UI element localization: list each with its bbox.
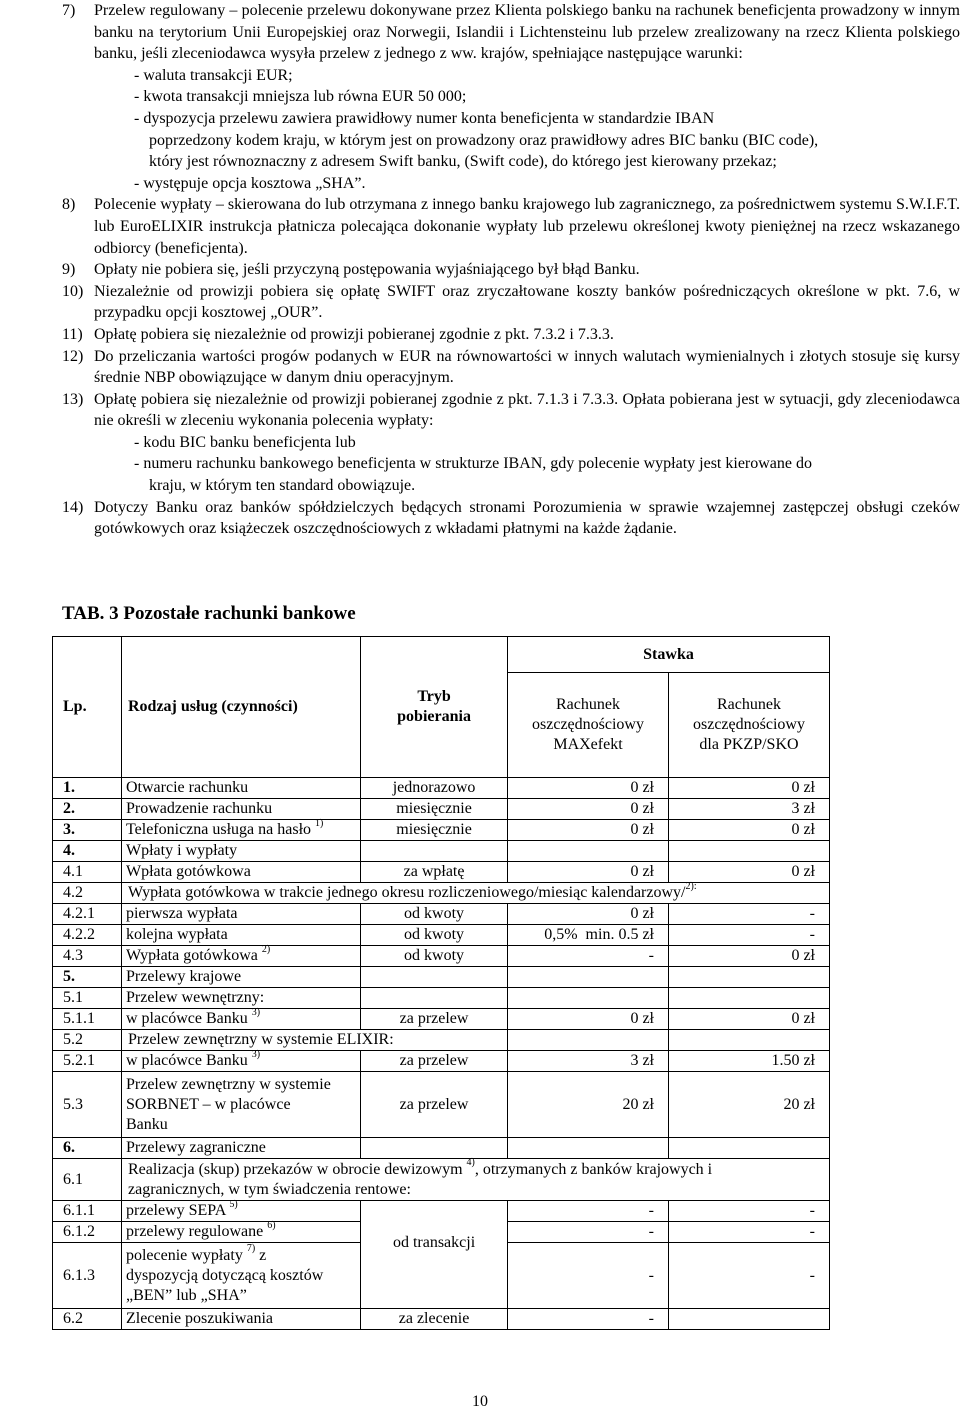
row-name [121, 1219, 360, 1243]
row-name [121, 1198, 360, 1222]
row-rate-b: - [668, 1201, 829, 1222]
table-row [53, 1009, 830, 1030]
row-rate-b: 0 zł [668, 862, 829, 883]
table-row [53, 1138, 830, 1159]
table-row [53, 1201, 830, 1222]
row-tryb: od transakcji [361, 1201, 508, 1309]
note-text: Opłatę pobiera się niezależnie od prowizji pobieranej zgodnie z pkt. 7.3.2 i 7.3.3. [94, 325, 614, 343]
row-rate-a: - [508, 1309, 669, 1330]
row-tryb [361, 967, 508, 988]
note-item: - numeru rachunku bankowego beneficjenta w strukturze IBAN, gdy polecenie wypłaty jest kierowane do [134, 455, 812, 473]
table-row [53, 883, 830, 904]
footnotes [62, 0, 960, 540]
note-item: - kwota transakcji mniejsza lub równa EUR 50 000; [134, 88, 467, 106]
note-text: Niezależnie od prowizji pobiera się opłatę SWIFT oraz zryczałtowane koszty banków pośredniczących określone w pkt. 7.6, w przypadku opcji kosztowej „OUR”. [94, 282, 960, 322]
row-name-line: „BEN” lub „SHA” [125, 1286, 247, 1304]
row-tryb: za zlecenie [361, 1309, 508, 1330]
table-row [53, 841, 830, 862]
row-lp: 5.1 [53, 988, 122, 1009]
table-row [53, 904, 830, 925]
row-tryb: od kwoty [361, 904, 508, 925]
note-text: Do przeliczania wartości progów podanych w EUR na równowartości w innych walutach wymienialnych i złotych stosuje się kursy średnie NBP obowiązujące w danym dniu operacyjnym. [94, 347, 960, 387]
row-rate-a: 0 zł [508, 778, 669, 799]
row-rate-a: 0 zł [508, 862, 669, 883]
row-rate-a: 0 zł [508, 799, 669, 820]
row-rate-a [508, 967, 669, 988]
row-tryb [361, 988, 508, 1009]
note-number: 7) [62, 2, 76, 19]
note-14 [62, 497, 960, 540]
table-row [53, 1072, 830, 1138]
footnote-ref: 6) [267, 1219, 276, 1231]
row-tryb: od kwoty [361, 946, 508, 967]
row-lp: 3. [53, 820, 122, 841]
row-lp: 5. [53, 967, 122, 988]
row-name [121, 1072, 360, 1138]
row-name-text: Wypłata gotówkowa w trakcie jednego okresu rozliczeniowego/miesiąc kalendarzowy/ [127, 884, 686, 901]
row-rate-b [668, 1309, 829, 1330]
footnote-ref: 2) [261, 943, 271, 955]
row-rate-a: 3 zł [508, 1051, 669, 1072]
header-line: Rachunek [556, 696, 620, 713]
note-text: Opłaty nie pobiera się, jeśli przyczyną postępowania wyjaśniającego był błąd Banku. [94, 261, 640, 279]
row-name-text: przelewy SEPA [125, 1202, 226, 1219]
header-line: Rachunek [717, 696, 781, 713]
note-12 [62, 346, 960, 389]
row-lp: 5.2.1 [53, 1051, 122, 1072]
note-item: - występuje opcja kosztowa „SHA”. [134, 174, 366, 192]
fees-table [52, 636, 830, 1330]
row-name-line: zagranicznych, w tym świadczenia rentowe: [127, 1180, 411, 1198]
row-rate-a: 0 zł [508, 820, 669, 841]
row-tryb: od kwoty [361, 925, 508, 946]
note-11 [62, 324, 960, 346]
row-name-text: w placówce Banku [125, 1052, 248, 1069]
row-name-text: w placówce Banku [125, 1010, 248, 1027]
rate-min: min. 0.5 zł [585, 926, 654, 943]
page-number: 10 [472, 1393, 488, 1410]
row-lp: 6.1.3 [53, 1243, 122, 1309]
row-name [121, 1048, 360, 1072]
row-lp: 6.1.2 [53, 1222, 122, 1243]
row-name-line [125, 1243, 356, 1266]
row-lp: 5.2 [53, 1030, 122, 1051]
row-rate-b: - [668, 925, 829, 946]
row-tryb: miesięcznie [361, 799, 508, 820]
table-row [53, 820, 830, 841]
header-stawka: Stawka [508, 637, 830, 673]
note-number: 13) [62, 390, 84, 408]
row-rate-b: - [668, 904, 829, 925]
note-7 [62, 0, 960, 194]
note-text: Przelew regulowany – polecenie przelewu dokonywane przez Klienta polskiego banku na rachunek beneficjenta prowadzony w innym banku na terytorium Unii Europejskiej oraz Norwegii, Islandii i Lichtensteinu lub przelew zrealizowany na rzecz Klienta polskiego banku, jeśli zleceniodawca wysyła przelew z jednego z ww. krajów, spełniające następujące warunki: [94, 2, 960, 63]
row-rate-a: 0 zł [508, 1009, 669, 1030]
row-rate-b: 0 zł [668, 1009, 829, 1030]
header-line: oszczędnościowy [693, 716, 805, 733]
row-name-text: z [255, 1246, 267, 1264]
table-row [53, 1159, 830, 1201]
row-name [121, 1243, 360, 1309]
row-rate-b [668, 988, 829, 1009]
note-number: 12) [62, 347, 84, 365]
row-name-line: Przelew zewnętrzny w systemie [125, 1075, 331, 1093]
note-13 [62, 389, 960, 497]
row-lp: 5.3 [53, 1072, 122, 1138]
row-name-text: , otrzymanych z banków krajowych i [474, 1160, 713, 1178]
row-lp: 6.1 [53, 1159, 122, 1201]
header-line: dla PKZP/SKO [699, 736, 799, 753]
row-rate-b: - [668, 1243, 829, 1309]
header-maxefekt [508, 673, 669, 778]
row-rate-b: 0 zł [668, 778, 829, 799]
row-rate-b: 3 zł [668, 799, 829, 820]
row-lp: 4.3 [53, 946, 122, 967]
row-name [121, 817, 360, 841]
row-rate-a: - [508, 1201, 669, 1222]
row-name-text: Realizacja (skup) przekazów w obrocie dewizowym [127, 1160, 463, 1178]
row-rate-a: 0 zł [508, 904, 669, 925]
table-row [53, 967, 830, 988]
row-name [121, 943, 360, 967]
row-rate-a [508, 925, 669, 946]
note-number: 14) [62, 498, 84, 516]
note-8 [62, 194, 960, 259]
footnote-ref: 2): [685, 880, 697, 892]
header-lp: Lp. [53, 637, 122, 778]
note-item: kraju, w którym ten standard obowiązuje. [149, 477, 416, 495]
row-rate-a: - [508, 946, 669, 967]
footnote-ref: 7) [246, 1243, 256, 1255]
row-name-line [127, 1157, 825, 1180]
note-number: 8) [62, 196, 76, 214]
row-name: Prowadzenie rachunku [121, 799, 360, 820]
row-lp: 4.1 [53, 862, 122, 883]
row-tryb: za przelew [361, 1051, 508, 1072]
header-line: oszczędnościowy [532, 716, 644, 733]
table-row [53, 1030, 830, 1051]
note-9 [62, 259, 960, 281]
note-item: - dyspozycja przelewu zawiera prawidłowy numer konta beneficjenta w standardzie IBAN [134, 109, 715, 127]
note-text: Opłatę pobiera się niezależnie od prowizji pobieranej zgodnie z pkt. 7.1.3 i 7.3.3. Opłata pobierana jest w sytuacji, gdy zleceniodawca nie określi w zleceniu wykonania polecenia wypłaty: [94, 390, 960, 430]
row-tryb [361, 1138, 508, 1159]
row-lp: 1. [53, 778, 122, 799]
footnote-ref: 5) [229, 1198, 238, 1210]
row-name-text: polecenie wypłaty [125, 1246, 243, 1264]
row-rate-b: 0 zł [668, 946, 829, 967]
footnote-ref: 4) [466, 1157, 475, 1169]
note-text: Polecenie wypłaty – skierowana do lub otrzymana z innego banku krajowego lub zagranicznego, za pośrednictwem systemu S.W.I.F.T. lub EuroELIXIR instrukcja płatnicza polecająca dokonanie wypłaty lub przelewu określonej kwoty pieniężnej na rzecz wskazanego odbiorcy (beneficjenta). [94, 196, 960, 257]
row-rate-b [668, 841, 829, 862]
rate-percent: 0,5% [544, 926, 578, 943]
row-lp: 4.2.2 [53, 925, 122, 946]
row-name-text: Wypłata gotówkowa [125, 947, 258, 964]
row-name [121, 880, 829, 904]
row-rate-b: - [668, 1222, 829, 1243]
row-tryb: za przelew [361, 1009, 508, 1030]
header-line: MAXefekt [553, 736, 623, 753]
footnote-ref: 3) [251, 1048, 261, 1060]
note-number: 10) [62, 282, 84, 300]
row-name: Wpłata gotówkowa [121, 862, 360, 883]
note-number: 9) [62, 261, 76, 279]
row-rate-a: - [508, 1222, 669, 1243]
row-lp: 4.2.1 [53, 904, 122, 925]
row-name: Przelew wewnętrzny: [121, 988, 360, 1009]
footnote-ref: 1) [315, 817, 324, 829]
row-name-text: Telefoniczna usługa na hasło [125, 821, 312, 838]
header-tryb-line: pobierania [397, 708, 471, 725]
row-lp: 6.1.1 [53, 1201, 122, 1222]
row-tryb: za wpłatę [361, 862, 508, 883]
table-header-row [53, 637, 830, 673]
table-row [53, 988, 830, 1009]
note-10 [62, 281, 960, 324]
row-name: Przelewy zagraniczne [121, 1138, 360, 1159]
row-tryb: za przelew [361, 1072, 508, 1138]
row-name: Otwarcie rachunku [121, 778, 360, 799]
row-rate-b [668, 1138, 829, 1159]
row-tryb [361, 841, 508, 862]
header-pkzp [668, 673, 829, 778]
table-row [53, 925, 830, 946]
row-lp: 4.2 [53, 883, 122, 904]
row-tryb: miesięcznie [361, 820, 508, 841]
row-lp: 6.2 [53, 1309, 122, 1330]
row-name [121, 1159, 829, 1201]
row-rate-a [508, 1030, 669, 1051]
note-item: który jest równoznaczny z adresem Swift banku, (Swift code), do którego jest kierowany przekaz; [149, 153, 777, 171]
row-rate-b: 1.50 zł [668, 1051, 829, 1072]
row-lp: 5.1.1 [53, 1009, 122, 1030]
row-rate-b [668, 1030, 829, 1051]
note-item: - kodu BIC banku beneficjenta lub [134, 433, 356, 451]
table-row [53, 1309, 830, 1330]
row-lp: 2. [53, 799, 122, 820]
table-row [53, 862, 830, 883]
row-name: kolejna wypłata [121, 925, 360, 946]
header-tryb-line: Tryb [417, 688, 451, 705]
row-rate-a [508, 1138, 669, 1159]
row-rate-b: 0 zł [668, 820, 829, 841]
row-rate-a [508, 988, 669, 1009]
row-rate-a [508, 841, 669, 862]
row-name: pierwsza wypłata [121, 904, 360, 925]
row-name [121, 1006, 360, 1030]
table-row [53, 946, 830, 967]
row-name-line: dyspozycją dotyczącą kosztów [125, 1266, 324, 1284]
header-tryb [361, 637, 508, 778]
row-name-line: Banku [125, 1115, 168, 1133]
table-row [53, 778, 830, 799]
row-lp: 4. [53, 841, 122, 862]
row-name: Wpłaty i wypłaty [121, 841, 360, 862]
note-item: poprzedzony kodem kraju, w którym jest on prowadzony oraz prawidłowy adres BIC banku (BIC code), [149, 131, 819, 149]
row-lp: 6. [53, 1138, 122, 1159]
row-rate-a: 20 zł [508, 1072, 669, 1138]
header-rodzaj: Rodzaj usług (czynności) [121, 637, 360, 778]
row-rate-b [668, 967, 829, 988]
table-title: TAB. 3 Pozostałe rachunki bankowe [62, 603, 356, 624]
row-rate-a: - [508, 1243, 669, 1309]
table-row [53, 1051, 830, 1072]
note-item: - waluta transakcji EUR; [134, 66, 293, 84]
row-name: Przelewy krajowe [121, 967, 360, 988]
row-name: Zlecenie poszukiwania [121, 1309, 360, 1330]
row-tryb: jednorazowo [361, 778, 508, 799]
table-row [53, 799, 830, 820]
row-name-text: przelewy regulowane [125, 1223, 264, 1240]
footnote-ref: 3) [251, 1006, 261, 1018]
note-text: Dotyczy Banku oraz banków spółdzielczych będących stronami Porozumienia w sprawie wzajemnej zastępczej obsługi czeków gotówkowych oraz książeczek oszczędnościowych z wkładami płatnymi na każde żądanie. [94, 498, 960, 538]
row-name: Przelew zewnętrzny w systemie ELIXIR: [121, 1030, 507, 1051]
row-name-line: SORBNET – w placówce [125, 1095, 291, 1113]
note-number: 11) [62, 325, 83, 343]
row-rate-b: 20 zł [668, 1072, 829, 1138]
